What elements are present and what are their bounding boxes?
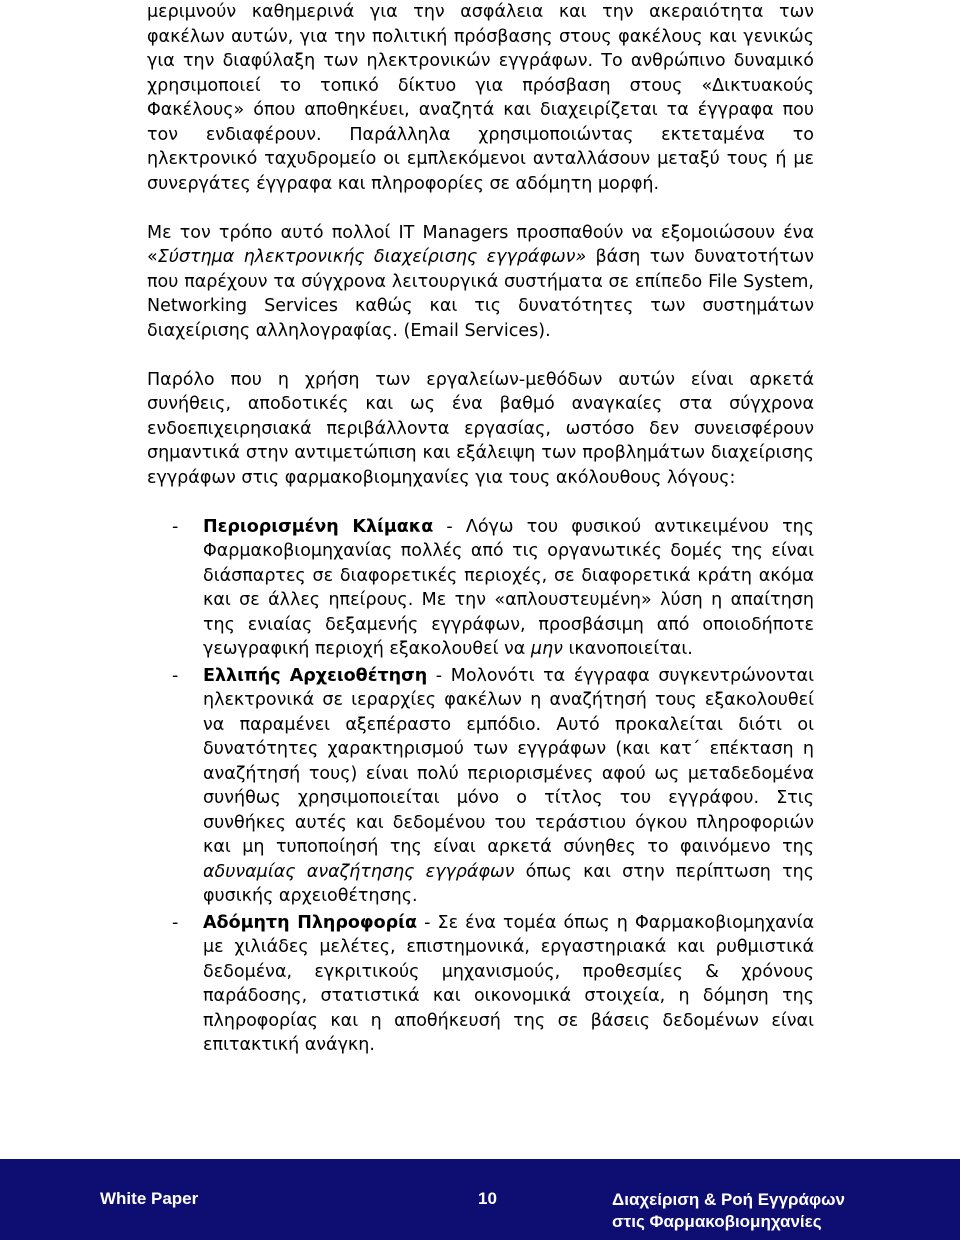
document-body	[147, 0, 814, 1058]
bullet-dash: -	[172, 912, 179, 933]
list-item-italic: αδυναμίας αναζήτησης εγγράφων	[203, 861, 515, 882]
list-item-limited-scale	[172, 515, 814, 662]
page-number: 10	[478, 1189, 497, 1208]
paragraph-3: Παρόλο που η χρήση των εργαλείων-μεθόδων αυτών είναι αρκετά συνήθεις, αποδοτικές και ως ένα βαθμό αναγκαίες στα σύγχρονα ενδοεπιχειρησιακά περιβάλλοντα εργασίας, ωστόσο δεν συνεισφέρουν σημαντικά στην αντιμετώπιση και εξάλειψη των προβλημάτων διαχείρισης εγγράφων στις φαρμακοβιομηχανίες για τους ακόλουθους λόγους:	[147, 369, 814, 488]
footer-document-title	[612, 1189, 845, 1233]
list-item-text: - Λόγω του φυσικού αντικειμένου της Φαρμακοβιομηχανίας πολλές από τις οργανωτικές δομές της είναι διάσπαρτες σε διαφορετικές περιοχές, σε διαφορετικά κράτη ακόμα και σε άλλες ηπείρους. Με την «απλουστευμένη» λύση η απαίτηση της ενιαίας δεξαμενής εγγράφων, προσβάσιμη από οποιοδήποτε γεωγραφική περιοχή εξακολουθεί να	[203, 516, 814, 659]
list-item-title: Αδόμητη Πληροφορία	[203, 912, 417, 933]
footer-title-line-1: Διαχείριση & Ροή Εγγράφων	[612, 1190, 845, 1209]
footer-title-line-2: στις Φαρμακοβιομηχανίες	[612, 1212, 822, 1231]
list-item-text-end: όπως και στην περίπτωση της φυσικής αρχειοθέτησης.	[203, 861, 814, 906]
list-item-text-end: ικανοποιείται.	[562, 639, 693, 659]
list-item-unstructured-information	[172, 911, 814, 1058]
list-item-incomplete-archiving	[172, 664, 814, 909]
list-item-title: Περιορισμένη Κλίμακα	[203, 516, 434, 537]
bullet-dash: -	[172, 516, 179, 537]
paragraph-2-italic-term: Σύστημα ηλεκτρονικής διαχείρισης εγγράφων»	[157, 247, 587, 267]
paragraph-2-text-end: βάση των δυνατοτήτων που παρέχουν τα σύγχρονα λειτουργικά συστήματα σε επίπεδο File System, Networking Services καθώς και τις δυνατότητες των συστημάτων διαχείρισης αλληλογραφίας. (Email Services).	[147, 247, 814, 341]
list-item-text: - Μολονότι τα έγγραφα συγκεντρώνονται ηλεκτρονικά σε ιεραρχίες φακέλων η αναζήτησή τους εξακολουθεί να παραμένει αξεπέραστο εμπόδιο. Αυτό προκαλείται διότι οι δυνατότητες χαρακτηρισμού των εγγράφων (και κατ΄ επέκταση η αναζήτησή τους) είναι πολύ περιορισμένες αφού ως μεταδεδομένα συνήθως χρησιμοποιείται μόνο ο τίτλος του εγγράφου. Στις συνθήκες αυτές και δεδομένου του τεράστιου όγκου πληροφοριών και μη τυποποίησή της είναι αρκετά σύνηθες το φαινόμενο της	[203, 665, 815, 857]
list-item-title: Ελλιπής Αρχειοθέτηση	[203, 665, 428, 686]
list-item-text: - Σε ένα τομέα όπως η Φαρμακοβιομηχανία με χιλιάδες μελέτες, επιστημονικά, εργαστηριακά και ρυθμιστικά δεδομένα, εγκριτικούς μηχανισμούς, προθεσμίες & χρόνους παράδοσης, στατιστικά και οικονομικά στοιχεία, η δόμηση της πληροφορίας και η αποθήκευσή της σε βάσεις δεδομένων είναι επιτακτική ανάγκη.	[203, 912, 814, 1055]
paragraph-2-text-start: Με τον τρόπο αυτό πολλοί IT Managers προσπαθούν να εξομοιώσουν ένα «	[147, 222, 814, 267]
list-item-italic: μην	[530, 639, 563, 659]
footer-document-type: White Paper	[100, 1189, 199, 1208]
bullet-dash: -	[172, 665, 179, 686]
page-footer	[0, 1159, 960, 1240]
paragraph-2	[147, 221, 814, 344]
reasons-list	[172, 515, 814, 1058]
paragraph-1: μεριμνούν καθημερινά για την ασφάλεια και την ακεραιότητα των φακέλων αυτών, για την πολιτική πρόσβασης στους φακέλους και γενικώς για την διαφύλαξη των ηλεκτρονικών εγγράφων. Το ανθρώπινο δυναμικό χρησιμοποιεί το τοπικό δίκτυο για πρόσβαση στους «Δικτυακούς Φακέλους» όπου αποθηκέυει, αναζητά και διαχειρίζεται τα έγγραφα που τον ενδιαφέρουν. Παράλληλα χρησιμοποιώντας εκτεταμένα το ηλεκτρονικό ταχυδρομείο οι εμπλεκόμενοι ανταλλάσουν μεταξύ τους ή με συνεργάτες έγγραφα και πληροφορίες σε αδόμητη μορφή.	[147, 2, 814, 194]
